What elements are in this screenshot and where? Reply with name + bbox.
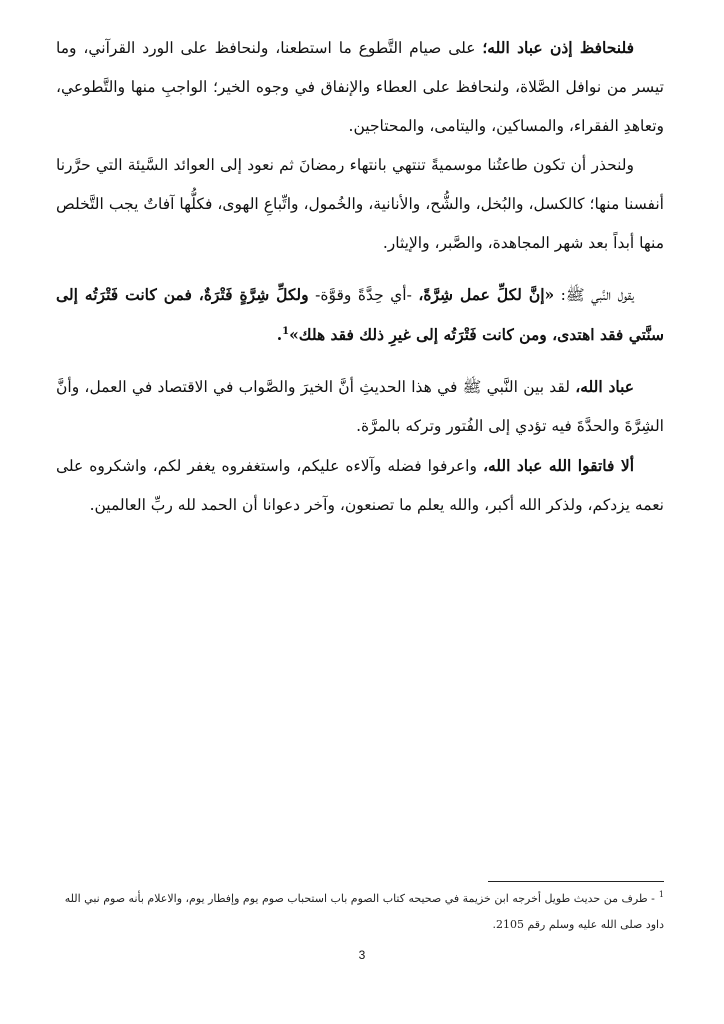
footnote [56,886,664,938]
paragraph-1 [56,28,664,146]
paragraph-4-text: لقد بين النَّبي ﷺ في هذا الحديثِ أنَّ الخيرَ والصَّواب في الاقتصاد في العمل، وأنَّ الشِرَّةَ والحدَّةَ فيه تؤدي إلى الفُتور وتركه بالمرَّة. [56,378,664,435]
sermon-body [56,28,664,525]
hadith-intro: يقول النَّبي ﷺ: [554,286,634,304]
hadith-gloss: -أي حِدَّةً وقوَّة- [308,286,419,304]
paragraph-2 [56,146,664,263]
paragraph-1-text: على صيام التَّطوع ما استطعنا، ولنحافظ على الورد القرآني، وما تيسر من نوافل الصَّلاة، ولنحافظ على العطاء والإنفاق في وجوه الخير؛ الواجبِ منها والتَّطوعي، وتعاهدِ الفقراء، والمساكين، واليتامى، والمحتاجين. [56,39,664,135]
footnote-text: - طرف من حديث طويل أخرجه ابن خزيمة في صحيحه كتاب الصوم باب استحباب صوم يوم وإفطار يوم، والاعلام بأنه صوم نبي الله داود صلى الله عليه وسلم رقم 2105. [64,892,664,931]
paragraph-3-hadith [56,275,664,355]
footnote-reference[interactable]: 1 [282,325,290,337]
page-number: 3 [358,948,366,962]
hadith-end: . [276,325,283,344]
paragraph-4 [56,367,664,446]
paragraph-2-text: ولنحذر أن تكون طاعتُنا موسميةً تنتهي بانتهاء رمضانَ ثم نعود إلى العوائد السَّيئة التي حرَّرنا أنفسنا منها؛ كالكسل، والبُخل، والشُّح، والأنانية، والخُمول، واتِّباعِ الهوى، فكلُّها آفاتٌ يجب التَّخلص منها أبداً بعد شهر المجاهدة، والصَّبر، والإيثار. [56,156,664,252]
paragraph-1-lead: فلنحافظ إذن عباد الله؛ [482,38,635,57]
hadith-quote-part-1: «إنَّ لكلِّ عمل شِرَّةً، [418,285,555,304]
paragraph-5-text: واعرفوا فضله وآلاءه عليكم، واستغفروه يغفر لكم، واشكروه على نعمه يزدكم، ولذكر الله أكبر، والله يعلم ما تصنعون، وآخر دعوانا أن الحمد لله ربِّ العالمين. [56,457,664,514]
paragraph-4-lead: عباد الله، [575,377,634,396]
footnote-separator [488,881,664,882]
paragraph-5 [56,446,664,525]
paragraph-5-lead: ألا فاتقوا الله عباد الله، [482,456,635,475]
hadith-quote-part-2: ولكلِّ شِرَّةٍ فَتْرَةٌ، فمن كانت فَتْرَتُه إلى سنَّتي فقد اهتدى، ومن كانت فَتْرَتُه إلى غيرِ ذلك فقد هلك» [56,285,664,344]
footnote-mark: 1 [658,890,664,900]
